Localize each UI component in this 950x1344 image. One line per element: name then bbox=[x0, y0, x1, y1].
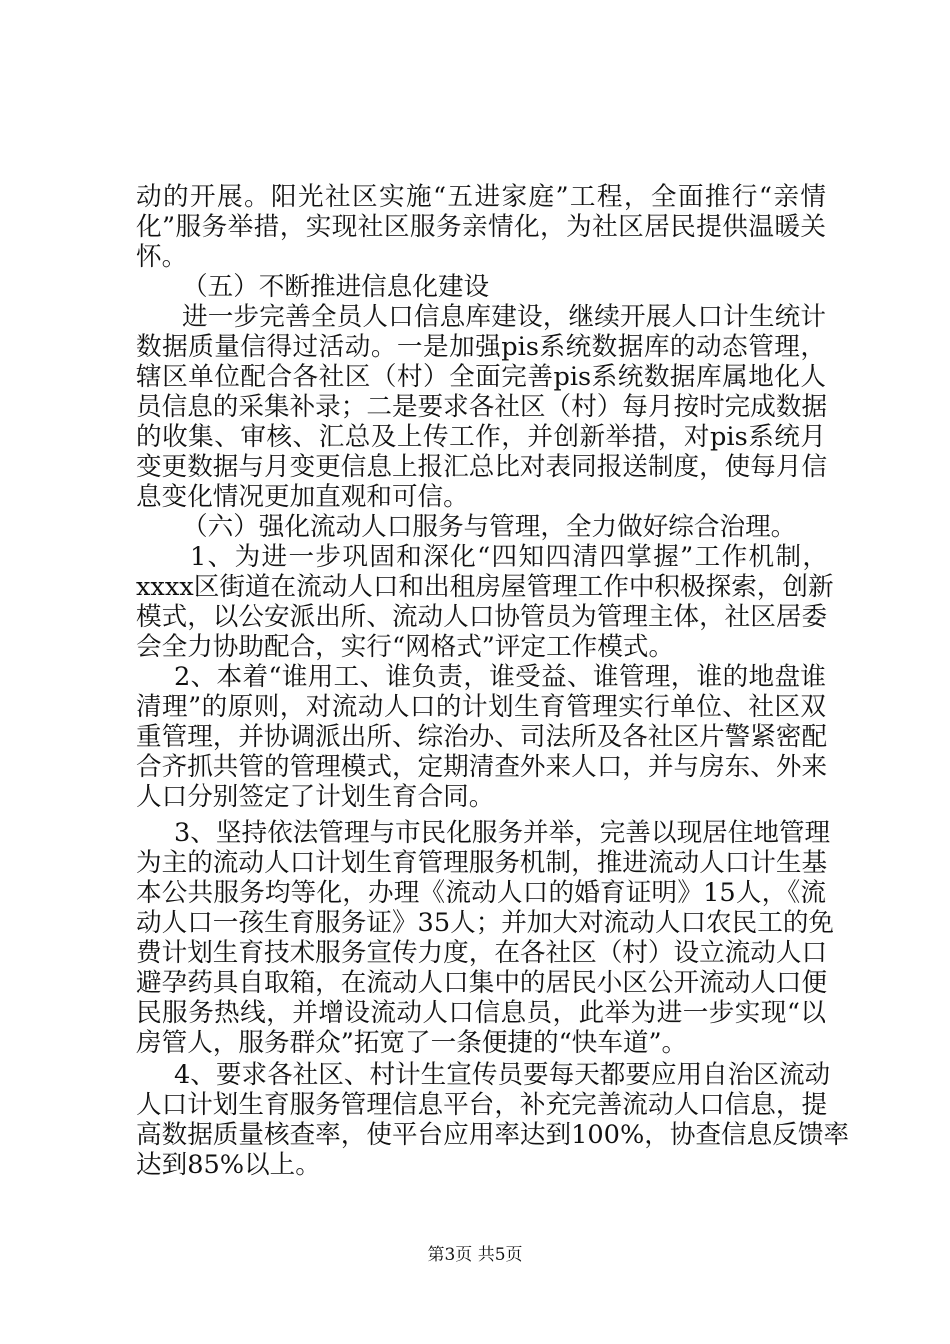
text-line: 动人口一孩生育服务证》35人；并加大对流动人口农民工的免 bbox=[136, 908, 835, 938]
text-line: 人口计划生育服务管理信息平台，补充完善流动人口信息，提 bbox=[136, 1090, 828, 1120]
text-line: 达到85%以上。 bbox=[136, 1150, 321, 1180]
text-line: 清理”的原则，对流动人口的计划生育管理实行单位、社区双 bbox=[136, 692, 826, 722]
text-line: 员信息的采集补录；二是要求各社区（村）每月按时完成数据 bbox=[136, 392, 828, 422]
paragraph-first-line: 进一步完善全员人口信息库建设，继续开展人口计生统计 bbox=[182, 302, 826, 332]
text-line: xxxx区街道在流动人口和出租房屋管理工作中积极探索，创新 bbox=[136, 572, 834, 602]
text-line: 变更数据与月变更信息上报汇总比对表同报送制度，使每月信 bbox=[136, 452, 828, 482]
text-line: 化”服务举措，实现社区服务亲情化，为社区居民提供温暖关 bbox=[136, 212, 826, 242]
text-line: 避孕药具自取箱，在流动人口集中的居民小区公开流动人口便 bbox=[136, 968, 828, 998]
text-line: 辖区单位配合各社区（村）全面完善pis系统数据库属地化人 bbox=[136, 362, 826, 392]
section-heading: （六）强化流动人口服务与管理，全力做好综合治理。 bbox=[182, 512, 797, 542]
text-line: 的收集、审核、汇总及上传工作，并创新举措，对pis系统月 bbox=[136, 422, 826, 452]
text-line: 费计划生育技术服务宣传力度，在各社区（村）设立流动人口 bbox=[136, 938, 828, 968]
text-line: 民服务热线，并增设流动人口信息员，此举为进一步实现“以 bbox=[136, 998, 826, 1028]
text-line: 合齐抓共管的管理模式，定期清查外来人口，并与房东、外来 bbox=[136, 752, 828, 782]
text-line: 本公共服务均等化，办理《流动人口的婚育证明》15人，《流 bbox=[136, 878, 826, 908]
text-line: 息变化情况更加直观和可信。 bbox=[136, 482, 469, 512]
text-line: 人口分别签定了计划生育合同。 bbox=[136, 782, 495, 812]
paragraph-first-line: 2、本着“谁用工、谁负责，谁受益、谁管理，谁的地盘谁 bbox=[174, 662, 826, 692]
paragraph-first-line: 3、坚持依法管理与市民化服务并举，完善以现居住地管理 bbox=[174, 818, 831, 848]
text-line: 为主的流动人口计划生育管理服务机制，推进流动人口计生基 bbox=[136, 848, 828, 878]
text-line: 动的开展。阳光社区实施“五进家庭”工程，全面推行“亲情 bbox=[136, 182, 826, 212]
section-heading: （五）不断推进信息化建设 bbox=[182, 272, 490, 302]
paragraph-first-line: 1、为进一步巩固和深化“四知四清四掌握”工作机制， bbox=[190, 542, 828, 572]
text-line: 模式，以公安派出所、流动人口协管员为管理主体，社区居委 bbox=[136, 602, 828, 632]
text-line: 高数据质量核查率，使平台应用率达到100%，协查信息反馈率 bbox=[136, 1120, 850, 1150]
text-line: 会全力协助配合，实行“网格式”评定工作模式。 bbox=[136, 632, 675, 662]
page-number: 第3页 共5页 bbox=[427, 1245, 523, 1265]
text-line: 重管理，并协调派出所、综治办、司法所及各社区片警紧密配 bbox=[136, 722, 828, 752]
paragraph-first-line: 4、要求各社区、村计生宣传员要每天都要应用自治区流动 bbox=[174, 1060, 831, 1090]
text-line: 怀。 bbox=[136, 242, 188, 272]
text-line: 数据质量信得过活动。一是加强pis系统数据库的动态管理， bbox=[136, 332, 826, 362]
text-line: 房管人，服务群众”拓宽了一条便捷的“快车道”。 bbox=[136, 1028, 688, 1058]
